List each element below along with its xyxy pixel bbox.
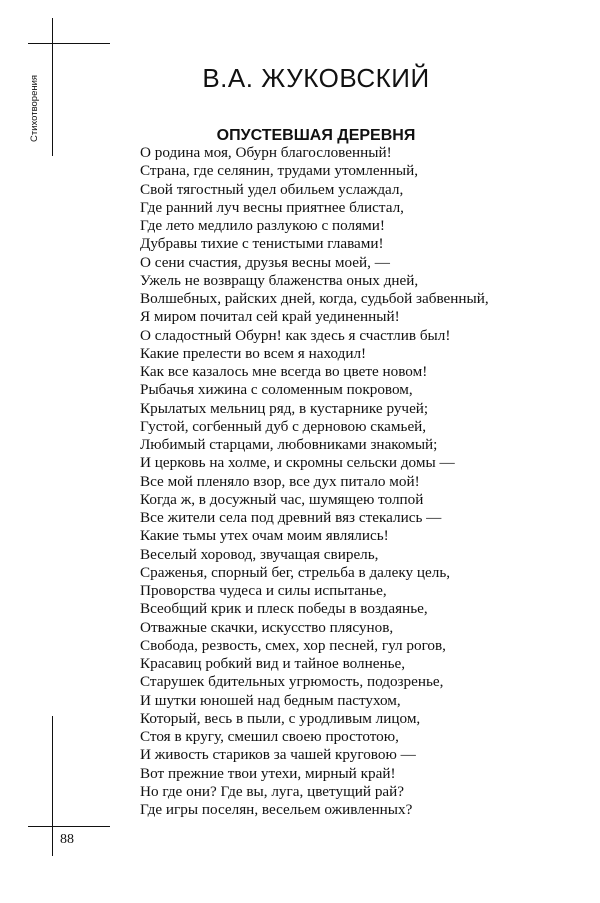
author-heading: В.А. ЖУКОВСКИЙ: [202, 63, 430, 94]
poem-title: ОПУСТЕВШАЯ ДЕРЕВНЯ: [216, 127, 416, 145]
poem-line: И шутки юношей над бедным пастухом,: [140, 691, 401, 709]
poem-line: Я миром почитал сей край уединенный!: [140, 308, 400, 326]
poem-line: Всеобщий крик и плеск победы в воздаянье,: [140, 600, 428, 618]
poem-line: Все мой пленяло взор, все дух питало мой!: [140, 472, 420, 490]
poem-line: И живость стариков за чашей круговою —: [140, 746, 416, 764]
poem-line: О сладостный Обурн! как здесь я счастлив был!: [140, 326, 451, 344]
poem-line: Любимый старцами, любовниками знакомый;: [140, 436, 438, 453]
poem-line: И церковь на холме, и скромны сельски домы —: [140, 454, 455, 472]
poem-line: Крылатых мельниц ряд, в кустарнике ручей;: [140, 399, 429, 417]
poem-line: Где ранний луч весны приятнее блистал,: [140, 198, 404, 216]
poem-line: Красавиц робкий вид и тайное волненье,: [140, 655, 406, 672]
poem-line: Как все казалось мне всегда во цвете новом!: [140, 363, 428, 380]
poem-line: О сени счастия, друзья весны моей, —: [140, 253, 390, 271]
poem-line: Какие прелести во всем я находил!: [140, 344, 367, 362]
poem-line: Все жители села под древний вяз стекались —: [140, 509, 442, 526]
poem-line: Страна, где селянин, трудами утомленный,: [140, 162, 419, 180]
poem-line: Ужель не возвращу блаженства оных дней,: [140, 271, 419, 289]
margin-rule-bottom-vertical: [52, 716, 53, 856]
margin-rule-bottom-horizontal: [28, 826, 110, 827]
poem-body: [140, 144, 580, 819]
margin-rule-top-horizontal: [28, 43, 110, 44]
poem-line: Где лето медлило разлукою с полями!: [140, 217, 385, 234]
poem-line: Где игры поселян, весельем оживленных?: [140, 801, 413, 818]
poem-line: Стоя в кругу, смешил своею простотою,: [140, 728, 399, 745]
poem-line: Сраженья, спорный бег, стрельба в далеку цель,: [140, 563, 451, 581]
poem-line: Свой тягостный удел обильем услаждал,: [140, 180, 404, 198]
poem-line: Но где они? Где вы, луга, цветущий рай?: [140, 782, 405, 800]
poem-line: Рыбачья хижина с соломенным покровом,: [140, 381, 413, 399]
margin-rule-top-vertical: [52, 18, 53, 156]
poem-line: Который, весь в пыли, с уродливым лицом,: [140, 709, 421, 727]
running-section-label: Стихотворения: [29, 74, 40, 142]
poem-line: Старушек бдительных угрюмость, подозренье,: [140, 673, 444, 691]
poem-line: Густой, согбенный дуб с дерновою скамьей,: [140, 417, 427, 435]
poem-line: Вот прежние твои утехи, мирный край!: [140, 764, 396, 782]
poem-line: Волшебных, райских дней, когда, судьбой забвенный,: [140, 290, 489, 307]
poem-line: Дубравы тихие с тенистыми главами!: [140, 235, 384, 253]
poem-line: Свобода, резвость, смех, хор песней, гул рогов,: [140, 636, 446, 654]
poem-line: Проворства чудеса и силы испытанье,: [140, 582, 387, 599]
poem-line: Веселый хоровод, звучащая свирель,: [140, 545, 379, 563]
poem-line: О родина моя, Обурн благословенный!: [140, 144, 392, 161]
poem-line: Какие тьмы утех очам моим являлись!: [140, 527, 389, 545]
page-number: 88: [60, 832, 74, 847]
poem-line: Когда ж, в досужный час, шумящею толпой: [140, 490, 424, 508]
poem-line: Отважные скачки, искусство плясунов,: [140, 618, 394, 636]
